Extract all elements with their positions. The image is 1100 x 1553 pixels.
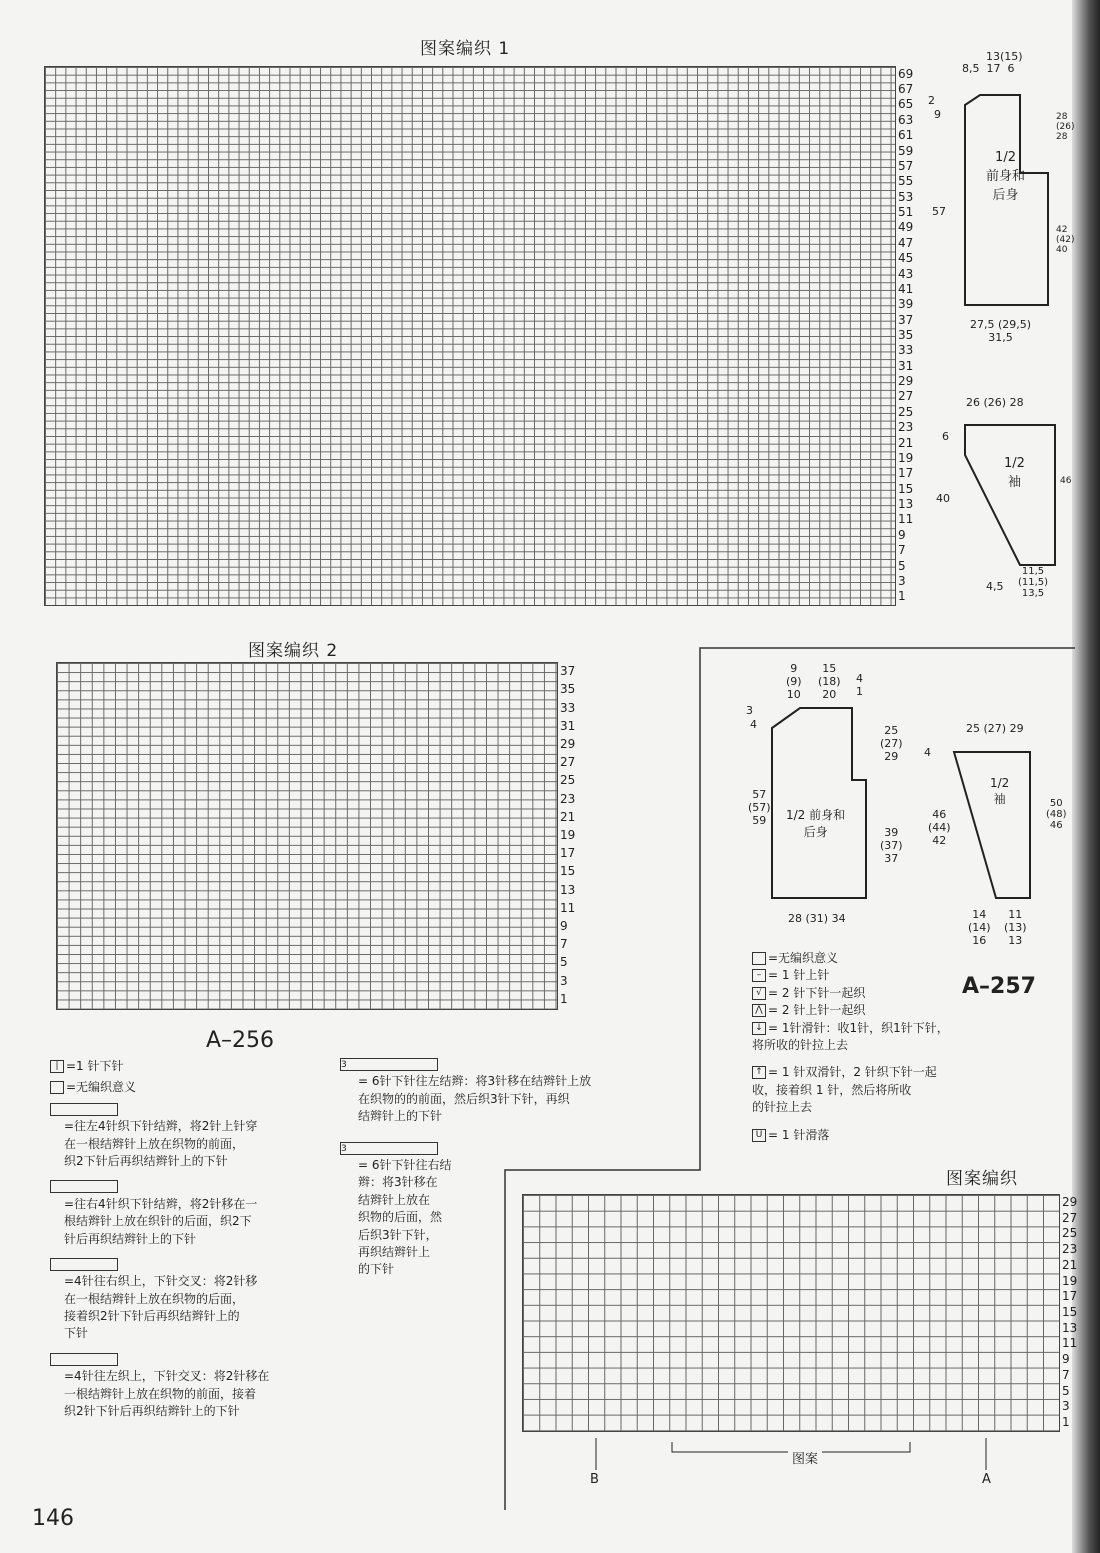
p2tog-symbol-icon: ⋀ xyxy=(752,1004,766,1017)
legend-257-item-7: = 1 针滑落 xyxy=(768,1127,830,1142)
s256-neck2: 9 xyxy=(934,108,941,121)
row-number: 3 xyxy=(560,973,568,988)
cross-right-icon xyxy=(50,1258,118,1271)
row-number: 1 xyxy=(560,991,568,1006)
blank-symbol-icon xyxy=(50,1081,64,1094)
cable-right-icon xyxy=(50,1180,118,1193)
row-number: 13 xyxy=(1062,1320,1078,1335)
legend-256-item-3: =往左4针织下针结辫，将2针上针穿 在一根结辫针上放在织物的前面， 织2下针后再织结辫针上的下针 xyxy=(64,1119,258,1168)
pattern1-chart xyxy=(44,66,896,606)
row-number: 49 xyxy=(898,220,914,235)
legend-256 xyxy=(50,1058,350,1420)
s257-top3: 4 1 xyxy=(856,672,863,698)
row-number: 47 xyxy=(898,235,914,250)
pattern3-chart xyxy=(522,1194,1060,1432)
row-number: 59 xyxy=(898,143,914,158)
row-number: 37 xyxy=(560,664,576,679)
purl-symbol-icon: – xyxy=(752,969,766,982)
row-number: 33 xyxy=(898,343,914,358)
s257-neck: 3 xyxy=(746,704,753,717)
cable-left-icon xyxy=(50,1103,118,1116)
s257-sleeve-bottom-left: 14 (14) 16 xyxy=(968,908,991,947)
row-number: 11 xyxy=(1062,1336,1078,1351)
s256-right-lower: 42 (42) 40 xyxy=(1056,225,1075,255)
pattern2-title: 图案编织 2 xyxy=(248,641,339,661)
row-number: 15 xyxy=(560,864,576,879)
s256-sleeve-left: 40 xyxy=(936,492,950,505)
s256-sleeve-top: 26 (26) 28 xyxy=(966,396,1024,409)
legend-256-item-5: =4针往右织上，下针交叉：将2针移 在一根结辫针上放在织物的后面， 接着织2针下针后再织结辫针上的 下针 xyxy=(64,1274,258,1341)
blank-symbol-icon xyxy=(752,952,766,965)
row-number: 61 xyxy=(898,128,914,143)
s256-body-title: 1/2 前身和 后身 xyxy=(986,150,1026,203)
legend-257-item-5: = 1针滑针：收1针，织1针下针， 将所收的针拉上去 xyxy=(752,1020,949,1052)
legend-257-item-2: = 1 针上针 xyxy=(768,968,830,983)
s257-top2: 15 (18) 20 xyxy=(818,662,841,701)
row-number: 27 xyxy=(1062,1210,1078,1225)
s257-sleeve-bottom-right: 11 (13) 13 xyxy=(1004,908,1027,947)
s257-neck2: 4 xyxy=(750,718,757,731)
row-number: 17 xyxy=(898,466,914,481)
row-number: 27 xyxy=(560,755,576,770)
row-number: 9 xyxy=(560,919,568,934)
s257-sleeve-right: 50 (48) 46 xyxy=(1046,798,1067,831)
row-number: 19 xyxy=(1062,1273,1078,1288)
legend-257 xyxy=(752,950,972,1144)
row-number: 1 xyxy=(898,589,906,604)
row-number: 41 xyxy=(898,281,914,296)
row-number: 23 xyxy=(560,791,576,806)
s256-neck: 2 xyxy=(928,94,935,107)
row-number: 11 xyxy=(898,512,914,527)
row-number: 9 xyxy=(898,527,906,542)
page-number: 146 xyxy=(32,1506,74,1531)
s256-sleeve-right: 46 xyxy=(1060,476,1072,486)
s257-left: 57 (57) 59 xyxy=(748,788,771,827)
row-number: 43 xyxy=(898,266,914,281)
pattern2-chart xyxy=(56,662,558,1010)
row-number: 21 xyxy=(898,435,914,450)
row-number: 21 xyxy=(560,809,576,824)
s257-top: 9 (9) 10 xyxy=(786,662,802,701)
row-number: 27 xyxy=(898,389,914,404)
row-number: 11 xyxy=(560,900,576,915)
s256-sleeve-bottom-right: 11,5 (11,5) 13,5 xyxy=(1018,566,1049,599)
row-number: 3 xyxy=(1062,1399,1070,1414)
row-number: 35 xyxy=(898,328,914,342)
row-number: 51 xyxy=(898,205,914,220)
s257-sleeve-title: 1/2 袖 xyxy=(990,776,1010,806)
row-number: 21 xyxy=(1062,1257,1078,1272)
row-number: 25 xyxy=(560,773,576,788)
s257-right-lower: 39 (37) 37 xyxy=(880,826,903,865)
s257-sleeve-top: 25 (27) 29 xyxy=(966,722,1024,735)
pattern1-row-numbers xyxy=(898,66,922,604)
cable6-right-icon: 3 xyxy=(340,1142,438,1155)
marker-a: A xyxy=(982,1472,991,1487)
row-number: 55 xyxy=(898,174,914,189)
row-number: 37 xyxy=(898,312,914,327)
legend-256-item-6: =4针往左织上，下针交叉：将2针移在 一根结辫针上放在织物的前面，接着 织2针下针后再织结辫针上的下针 xyxy=(64,1369,270,1419)
marker-repeat: 图案 xyxy=(788,1448,822,1467)
marker-b: B xyxy=(590,1472,599,1487)
legend-256b-item-1: = 6针下针往左结辫：将3针移在结辫针上放 在织物的的前面，然后织3针下针，再织 结辫针上的下针 xyxy=(358,1074,592,1124)
row-number: 17 xyxy=(560,846,576,861)
row-number: 7 xyxy=(560,937,568,952)
s256-sleeve-left-top: 6 xyxy=(942,430,949,443)
legend-256-item-4: =往右4针织下针结辫，将2针移在一 根结辫针上放在织针的后面，织2下 针后再织结辫针上的下针 xyxy=(64,1196,258,1246)
row-number: 67 xyxy=(898,82,914,97)
row-number: 5 xyxy=(560,955,568,970)
row-number: 69 xyxy=(898,66,914,81)
row-number: 7 xyxy=(898,543,906,558)
row-number: 13 xyxy=(898,497,914,512)
row-number: 5 xyxy=(898,558,906,573)
knit-symbol-icon: | xyxy=(50,1060,64,1073)
row-number: 7 xyxy=(1062,1367,1070,1382)
row-number: 23 xyxy=(898,420,914,435)
row-number: 9 xyxy=(1062,1352,1070,1367)
s256-bottom: 27,5 (29,5) 31,5 xyxy=(970,318,1032,344)
legend-256-item-2: =无编织意义 xyxy=(66,1080,137,1095)
row-number: 29 xyxy=(898,374,914,389)
row-number: 31 xyxy=(898,358,914,373)
s257-sleeve-left: 46 (44) 42 xyxy=(928,808,951,847)
row-number: 45 xyxy=(898,251,914,266)
row-number: 15 xyxy=(898,481,914,496)
cable6-left-icon: 3 xyxy=(340,1058,438,1071)
drop-symbol-icon: U xyxy=(752,1129,766,1142)
legend-257-item-1: =无编织意义 xyxy=(768,951,839,965)
row-number: 33 xyxy=(560,700,576,715)
k2tog-symbol-icon: √ xyxy=(752,987,766,1000)
s256-top: 13(15) xyxy=(986,50,1023,63)
s256-top2: 8,5 17 6 xyxy=(962,62,1015,75)
row-number: 17 xyxy=(1062,1289,1078,1304)
row-number: 39 xyxy=(898,297,914,312)
legend-257-item-3: = 2 针下针一起织 xyxy=(768,985,866,1000)
row-number: 19 xyxy=(898,450,914,465)
label-257: A–257 xyxy=(962,974,1036,999)
legend-256-item-1: =1 针下针 xyxy=(66,1059,124,1073)
cross-left-icon xyxy=(50,1353,118,1366)
row-number: 23 xyxy=(1062,1242,1078,1257)
label-256: A–256 xyxy=(206,1028,275,1053)
row-number: 57 xyxy=(898,158,914,173)
row-number: 29 xyxy=(560,736,576,751)
s256-sleeve-title: 1/2 袖 xyxy=(1004,456,1025,490)
row-number: 65 xyxy=(898,97,914,112)
s256-sleeve-bottom-left: 4,5 xyxy=(986,580,1004,593)
s257-sleeve-neck: 4 xyxy=(924,746,931,759)
slip-symbol-icon: ↓ xyxy=(752,1022,766,1035)
row-number: 13 xyxy=(560,882,576,897)
pattern3-title: 图案编织 xyxy=(946,1169,1018,1189)
legend-257-item-4: = 2 针上针一起织 xyxy=(768,1003,866,1018)
legend-257-item-6: = 1 针双滑针，2 针织下针一起 收，接着织 1 针，然后将所收 的针拉上去 xyxy=(752,1065,937,1115)
row-number: 1 xyxy=(1062,1415,1070,1430)
row-number: 29 xyxy=(1062,1194,1078,1209)
row-number: 19 xyxy=(560,828,576,842)
row-number: 25 xyxy=(1062,1226,1078,1241)
row-number: 63 xyxy=(898,112,914,127)
row-number: 5 xyxy=(1062,1383,1070,1398)
row-number: 35 xyxy=(560,682,576,697)
s257-bottom: 28 (31) 34 xyxy=(788,912,846,925)
double-slip-symbol-icon: ↑ xyxy=(752,1066,766,1079)
row-number: 25 xyxy=(898,404,914,419)
legend-256b-item-2: = 6针下针往右结 辫：将3针移在 结辫针上放在 织物的后面，然 后织3针下针， 再织结辫针上 的下针 xyxy=(358,1157,452,1277)
s257-right-upper: 25 (27) 29 xyxy=(880,724,903,763)
row-number: 3 xyxy=(898,573,906,588)
row-number: 15 xyxy=(1062,1305,1078,1319)
s256-left: 57 xyxy=(932,205,946,218)
s256-right-upper: 28 (26) 28 xyxy=(1056,112,1075,142)
row-number: 53 xyxy=(898,189,914,204)
s257-body-title: 1/2 前身和 后身 xyxy=(786,808,846,839)
pattern1-title: 图案编织 1 xyxy=(420,39,511,59)
row-number: 31 xyxy=(560,718,576,733)
pattern3-row-numbers xyxy=(1062,1194,1082,1430)
